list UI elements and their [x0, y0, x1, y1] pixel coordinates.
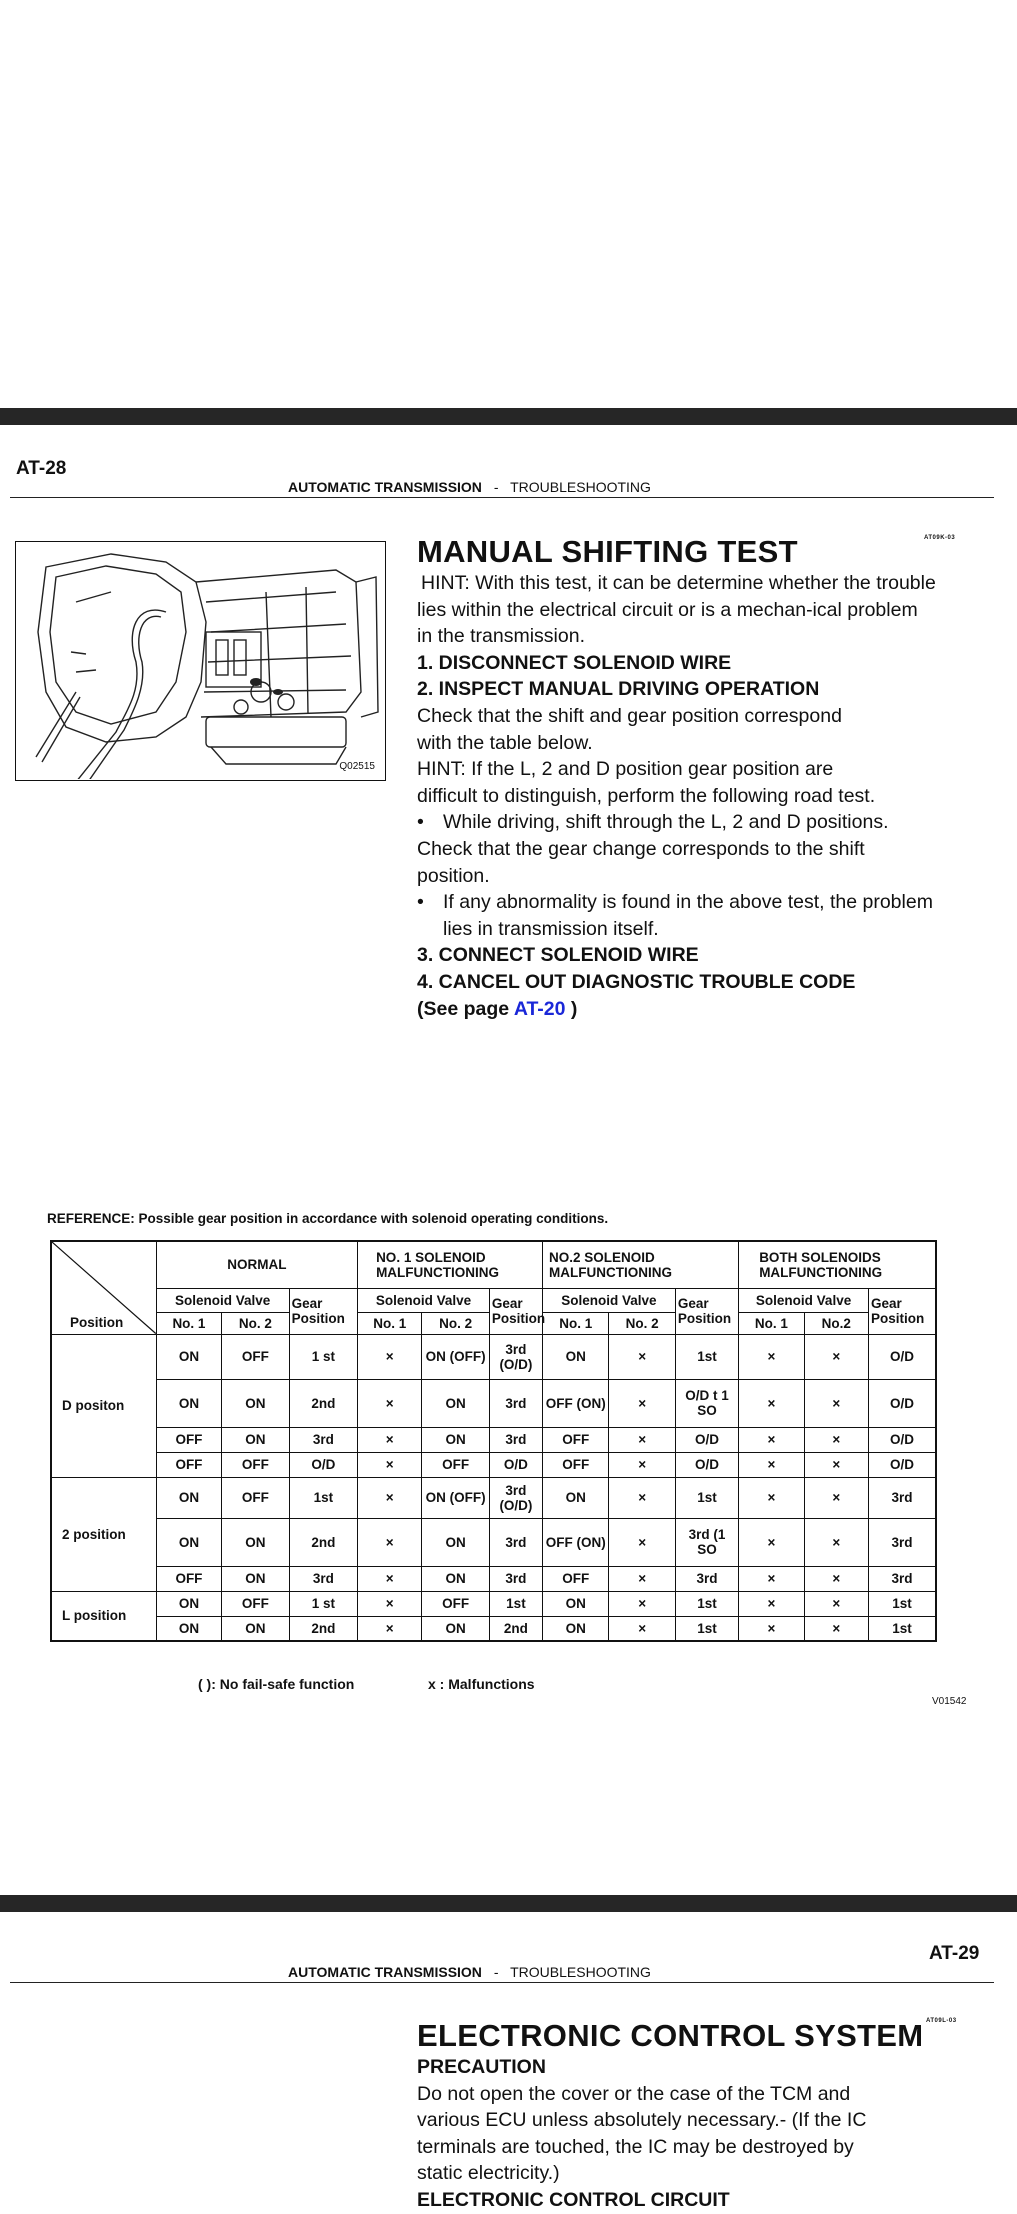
cell-no2-sv2: × — [609, 1616, 675, 1641]
table-row — [51, 1334, 936, 1379]
manual-shifting-test-body — [417, 570, 937, 1022]
cell-no2-sv1: ON — [543, 1334, 609, 1379]
cell-no1-sv2: ON — [422, 1518, 489, 1566]
cell-no2-sv1: OFF — [543, 1566, 609, 1591]
position-cell: 2 position — [51, 1477, 156, 1591]
section-title-electronic-control-system: ELECTRONIC CONTROL SYSTEM — [417, 2018, 924, 2053]
cell-no1-sv1: × — [358, 1566, 422, 1591]
cell-no2-sv2: × — [609, 1566, 675, 1591]
bullet-glyph: • — [417, 891, 424, 914]
cell-no2-sv2: × — [609, 1379, 675, 1427]
cell-both-gear: 1st — [868, 1591, 936, 1616]
see-page-suffix: ) — [570, 997, 578, 1020]
step-4-heading: 4. CANCEL OUT DIAGNOSTIC TROUBLE CODE — [417, 970, 856, 993]
cell-normal-sv2: OFF — [222, 1477, 289, 1518]
sub-header: No. 1 — [543, 1312, 609, 1334]
cell-both-sv1: × — [739, 1566, 804, 1591]
cell-both-gear: O/D — [868, 1427, 936, 1452]
cell-no2-sv1: ON — [543, 1477, 609, 1518]
cell-both-gear: O/D — [868, 1334, 936, 1379]
cell-normal-sv2: ON — [222, 1518, 289, 1566]
reference-caption: REFERENCE: Possible gear position in accordance with solenoid operating conditions. — [47, 1211, 609, 1226]
solenoid-valve-header: Solenoid Valve — [156, 1288, 289, 1312]
cell-normal-gear: 1st — [289, 1477, 357, 1518]
cell-normal-sv2: OFF — [222, 1334, 289, 1379]
running-head-section: AUTOMATIC TRANSMISSION — [288, 479, 482, 495]
bullet-text: While driving, shift through the L, 2 and D positions. — [443, 811, 889, 834]
cell-both-gear: 3rd — [868, 1477, 936, 1518]
cell-no2-sv1: OFF (ON) — [543, 1518, 609, 1566]
cell-no2-sv2: × — [609, 1477, 675, 1518]
cell-normal-gear: 2nd — [289, 1616, 357, 1641]
cell-no1-sv1: × — [358, 1334, 422, 1379]
running-head-section: AUTOMATIC TRANSMISSION — [288, 1964, 482, 1980]
header-rule — [10, 1982, 994, 1983]
cell-normal-sv1: ON — [156, 1616, 221, 1641]
cell-both-sv2: × — [804, 1427, 868, 1452]
cell-no1-gear: 3rd — [489, 1427, 542, 1452]
cell-no1-gear: 3rd — [489, 1566, 542, 1591]
table-row — [51, 1477, 936, 1518]
cell-normal-sv2: ON — [222, 1616, 289, 1641]
cell-both-sv2: × — [804, 1379, 868, 1427]
section-title-manual-shifting-test: MANUAL SHIFTING TEST — [417, 534, 798, 569]
cell-no2-gear: O/D — [675, 1427, 738, 1452]
note-no-fail-safe: ( ): No fail-safe function — [198, 1676, 355, 1692]
table-row — [51, 1616, 936, 1641]
running-head-separator: - — [493, 1964, 499, 1980]
cell-no2-sv1: ON — [543, 1616, 609, 1641]
cell-normal-sv2: ON — [222, 1427, 289, 1452]
cell-no1-sv2: ON (OFF) — [422, 1477, 489, 1518]
cell-both-sv1: × — [739, 1616, 804, 1641]
see-page-reference — [417, 996, 937, 1023]
gear-position-header: Gear Position — [289, 1288, 357, 1334]
page-separator-bar — [0, 408, 1017, 425]
cell-no1-sv1: × — [358, 1591, 422, 1616]
bullet-glyph: • — [417, 811, 424, 834]
cell-both-sv1: × — [739, 1452, 804, 1477]
cell-both-sv2: × — [804, 1452, 868, 1477]
cell-normal-sv2: OFF — [222, 1452, 289, 1477]
cell-no1-sv2: ON (OFF) — [422, 1334, 489, 1379]
cell-normal-gear: 3rd — [289, 1427, 357, 1452]
cell-no1-sv2: OFF — [422, 1591, 489, 1616]
gear-position-header: Gear Position — [868, 1288, 936, 1334]
cell-no1-gear: 1st — [489, 1591, 542, 1616]
figure-label: Q02515 — [339, 761, 375, 772]
electronic-control-system-body — [417, 2054, 892, 2214]
cell-no1-gear: 3rd (O/D) — [489, 1334, 542, 1379]
solenoid-valve-header: Solenoid Valve — [739, 1288, 869, 1312]
sub-header: No. 1 — [358, 1312, 422, 1334]
cell-both-sv1: × — [739, 1427, 804, 1452]
running-head-subsection: TROUBLESHOOTING — [510, 479, 651, 495]
cell-both-gear: O/D — [868, 1452, 936, 1477]
cell-both-sv2: × — [804, 1566, 868, 1591]
running-head — [288, 479, 651, 495]
cell-no2-gear: O/D — [675, 1452, 738, 1477]
hint-2-paragraph: HINT: If the L, 2 and D position gear position are difficult to distinguish, perform the following road test. — [417, 758, 876, 807]
sub-header: No. 2 — [222, 1312, 289, 1334]
cell-no1-sv2: OFF — [422, 1452, 489, 1477]
cell-no2-gear: 1st — [675, 1334, 738, 1379]
sub-header: No.2 — [804, 1312, 868, 1334]
cell-no2-gear: 1st — [675, 1477, 738, 1518]
check-2-paragraph: Check that the gear change corresponds to the shift position. — [417, 837, 865, 887]
solenoid-valve-header: Solenoid Valve — [543, 1288, 676, 1312]
cell-normal-gear: 1 st — [289, 1591, 357, 1616]
table-row — [51, 1427, 936, 1452]
cell-no1-gear: 3rd — [489, 1379, 542, 1427]
bullet-text: If any abnormality is found in the above test, the problem lies in transmission itself. — [443, 891, 933, 940]
cell-normal-gear: 3rd — [289, 1566, 357, 1591]
cell-both-sv2: × — [804, 1616, 868, 1641]
transmission-illustration — [15, 541, 386, 781]
cell-no2-gear: O/D t 1 SO — [675, 1379, 738, 1427]
doc-code: AT09K-03 — [924, 535, 956, 541]
cell-both-sv1: × — [739, 1334, 804, 1379]
cell-normal-sv1: ON — [156, 1518, 221, 1566]
bullet-item — [417, 809, 937, 836]
sub-header: No. 1 — [739, 1312, 804, 1334]
cell-no1-gear: O/D — [489, 1452, 542, 1477]
cell-no2-gear: 1st — [675, 1591, 738, 1616]
sub-header: No. 2 — [422, 1312, 489, 1334]
page-separator-bar — [0, 1895, 1017, 1912]
table-row — [51, 1591, 936, 1616]
cell-no1-gear: 2nd — [489, 1616, 542, 1641]
gear-position-header: Gear Position — [489, 1288, 542, 1334]
running-head-subsection: TROUBLESHOOTING — [510, 1964, 651, 1980]
cell-no2-gear: 3rd — [675, 1566, 738, 1591]
page-number: AT-28 — [16, 458, 67, 479]
cell-normal-gear: 2nd — [289, 1379, 357, 1427]
cell-both-sv1: × — [739, 1518, 804, 1566]
group-header-no2-malfunction: NO.2 SOLENOID MALFUNCTIONING — [543, 1241, 739, 1288]
cell-both-gear: O/D — [868, 1379, 936, 1427]
cell-both-gear: 1st — [868, 1616, 936, 1641]
gear-table-body — [51, 1334, 936, 1641]
cell-no1-sv1: × — [358, 1452, 422, 1477]
cell-no2-sv1: OFF (ON) — [543, 1379, 609, 1427]
precaution-heading: PRECAUTION — [417, 2056, 546, 2078]
see-page-prefix: (See page — [417, 997, 510, 1020]
cell-no1-sv2: ON — [422, 1616, 489, 1641]
cell-normal-sv2: OFF — [222, 1591, 289, 1616]
cell-no2-gear: 3rd (1 SO — [675, 1518, 738, 1566]
step-1-heading: 1. DISCONNECT SOLENOID WIRE — [417, 651, 732, 674]
hint-paragraph: HINT: With this test, it can be determine whether the trouble lies within the electrical circuit or is a mechan-ical problem in the transmission. — [417, 572, 936, 648]
cell-no2-gear: 1st — [675, 1616, 738, 1641]
cell-no1-sv1: × — [358, 1427, 422, 1452]
cell-normal-gear: O/D — [289, 1452, 357, 1477]
step-2-heading: 2. INSPECT MANUAL DRIVING OPERATION — [417, 678, 820, 701]
solenoid-valve-header: Solenoid Valve — [358, 1288, 490, 1312]
cell-both-sv1: × — [739, 1379, 804, 1427]
at-20-link[interactable]: AT-20 — [513, 997, 566, 1020]
transmission-drawing — [16, 542, 384, 779]
doc-code: AT09L-03 — [926, 2018, 957, 2024]
cell-normal-sv1: OFF — [156, 1452, 221, 1477]
cell-no1-gear: 3rd — [489, 1518, 542, 1566]
cell-both-gear: 3rd — [868, 1518, 936, 1566]
cell-both-sv2: × — [804, 1477, 868, 1518]
cell-both-sv2: × — [804, 1518, 868, 1566]
table-row — [51, 1379, 936, 1427]
cell-normal-sv1: ON — [156, 1591, 221, 1616]
sub-header: No. 1 — [156, 1312, 221, 1334]
cell-both-sv2: × — [804, 1334, 868, 1379]
group-header-both-malfunction: BOTH SOLENOIDS MALFUNCTIONING — [739, 1241, 936, 1288]
cell-normal-gear: 2nd — [289, 1518, 357, 1566]
position-cell: L position — [51, 1591, 156, 1641]
gear-position-table — [50, 1240, 937, 1642]
electronic-control-circuit-heading: ELECTRONIC CONTROL CIRCUIT — [417, 2188, 730, 2211]
cell-no2-sv2: × — [609, 1591, 675, 1616]
cell-no2-sv2: × — [609, 1427, 675, 1452]
cell-no1-sv1: × — [358, 1518, 422, 1566]
cell-no1-sv2: ON — [422, 1379, 489, 1427]
table-row — [51, 1452, 936, 1477]
running-head-separator: - — [493, 479, 499, 495]
cell-both-gear: 3rd — [868, 1566, 936, 1591]
cell-normal-gear: 1 st — [289, 1334, 357, 1379]
cell-no1-gear: 3rd (O/D) — [489, 1477, 542, 1518]
cell-both-sv1: × — [739, 1477, 804, 1518]
cell-no1-sv1: × — [358, 1616, 422, 1641]
cell-both-sv2: × — [804, 1591, 868, 1616]
group-header-no1-malfunction: NO. 1 SOLENOID MALFUNCTIONING — [358, 1241, 543, 1288]
precaution-paragraph: Do not open the cover or the case of the TCM and various ECU unless absolutely necessary.- (If the IC terminals are touched, the IC may be destroyed by static electricity.) — [417, 2082, 867, 2185]
cell-normal-sv1: OFF — [156, 1566, 221, 1591]
cell-no1-sv2: ON — [422, 1427, 489, 1452]
cell-normal-sv1: ON — [156, 1334, 221, 1379]
cell-normal-sv2: ON — [222, 1379, 289, 1427]
cell-no1-sv2: ON — [422, 1566, 489, 1591]
cell-no2-sv1: OFF — [543, 1452, 609, 1477]
cell-normal-sv1: ON — [156, 1379, 221, 1427]
figure-id: V01542 — [932, 1696, 967, 1707]
cell-no1-sv1: × — [358, 1477, 422, 1518]
position-header: Position — [70, 1314, 124, 1330]
cell-no2-sv2: × — [609, 1334, 675, 1379]
cell-no2-sv1: ON — [543, 1591, 609, 1616]
sub-header: No. 2 — [609, 1312, 675, 1334]
note-malfunctions: x : Malfunctions — [428, 1676, 535, 1692]
group-header-normal: NORMAL — [156, 1241, 357, 1288]
bullet-item — [417, 889, 937, 942]
cell-no2-sv1: OFF — [543, 1427, 609, 1452]
running-head — [288, 1964, 651, 1980]
cell-normal-sv1: OFF — [156, 1427, 221, 1452]
table-row — [51, 1566, 936, 1591]
page-number: AT-29 — [929, 1943, 980, 1964]
position-header-cell — [51, 1241, 156, 1334]
step-3-heading: 3. CONNECT SOLENOID WIRE — [417, 944, 699, 967]
cell-normal-sv2: ON — [222, 1566, 289, 1591]
table-row — [51, 1518, 936, 1566]
cell-no2-sv2: × — [609, 1452, 675, 1477]
cell-no2-sv2: × — [609, 1518, 675, 1566]
gear-position-header: Gear Position — [675, 1288, 738, 1334]
header-rule — [10, 497, 994, 498]
cell-both-sv1: × — [739, 1591, 804, 1616]
position-cell: D positon — [51, 1334, 156, 1477]
check-paragraph: Check that the shift and gear position correspond with the table below. — [417, 704, 842, 754]
cell-no1-sv1: × — [358, 1379, 422, 1427]
cell-normal-sv1: ON — [156, 1477, 221, 1518]
